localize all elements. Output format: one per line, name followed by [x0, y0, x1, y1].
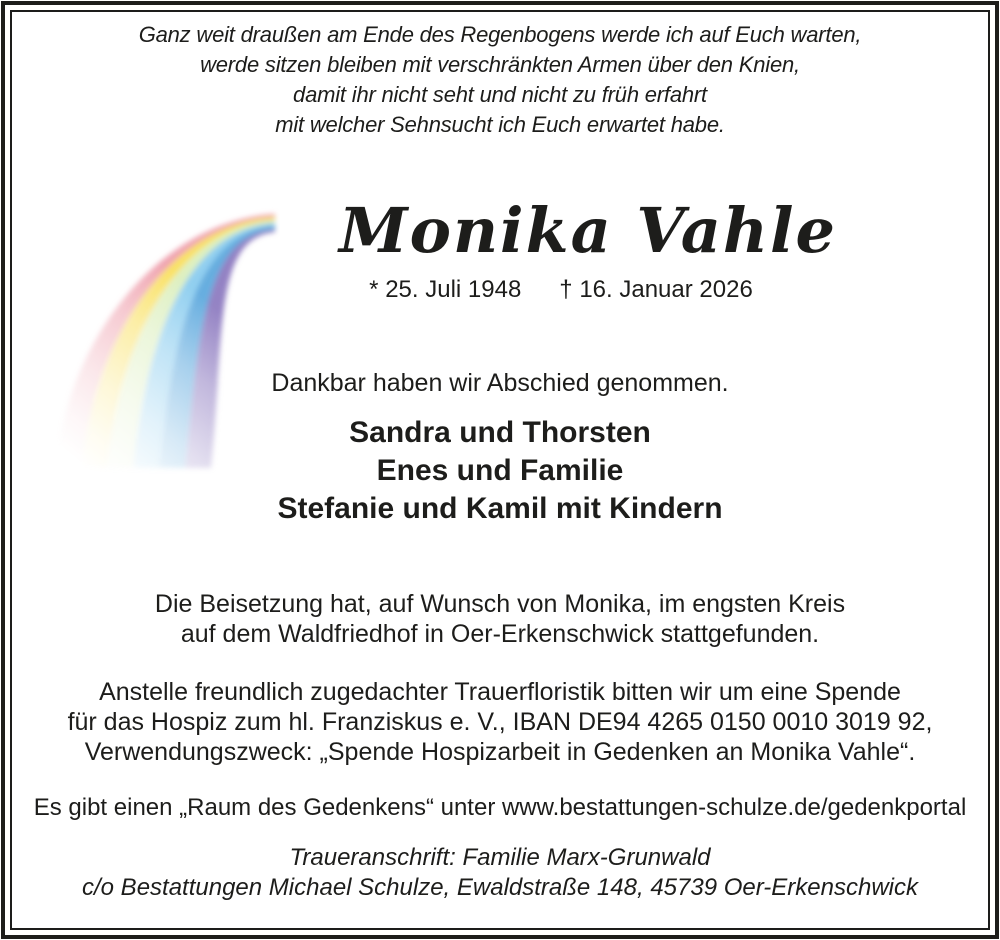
- mourner-line: Enes und Familie: [376, 454, 624, 487]
- farewell-line: Dankbar haben wir Abschied genommen.: [271, 369, 729, 397]
- poem-line: damit ihr nicht seht und nicht zu früh erfahrt: [293, 82, 707, 107]
- poem-line: Ganz weit draußen am Ende des Regenbogens werde ich auf Euch warten,: [138, 22, 862, 47]
- burial-line: auf dem Waldfriedhof in Oer-Erkenschwick stattgefunden.: [180, 620, 820, 648]
- poem: [0, 20, 1000, 140]
- condolence-address: [0, 843, 1000, 903]
- deceased-name: Monika Vahle: [339, 194, 837, 267]
- address-line: Traueranschrift: Familie Marx-Grunwald: [289, 844, 711, 871]
- mourner-line: Stefanie und Kamil mit Kindern: [277, 492, 723, 525]
- donation-line: Verwendungszweck: „Spende Hospizarbeit in Gedenken an Monika Vahle“.: [84, 738, 916, 766]
- burial-notice: [0, 589, 1000, 649]
- donation-request: [0, 677, 1000, 767]
- donation-line: für das Hospiz zum hl. Franziskus e. V., IBAN DE94 4265 0150 0010 3019 92,: [67, 708, 933, 736]
- death-cross-symbol: †: [559, 276, 573, 303]
- poem-line: werde sitzen bleiben mit verschränkten Armen über den Knien,: [200, 52, 800, 77]
- death-date-text: 16. Januar 2026: [579, 276, 753, 303]
- death-date: [559, 276, 753, 303]
- mourner-line: Sandra und Thorsten: [349, 416, 651, 449]
- address-line: c/o Bestattungen Michael Schulze, Ewaldstraße 148, 45739 Oer-Erkenschwick: [82, 874, 918, 901]
- birth-star-symbol: *: [369, 276, 379, 303]
- memorial-portal-line: Es gibt einen „Raum des Gedenkens“ unter www.bestattungen-schulze.de/gedenkportal: [33, 794, 967, 821]
- mourners-list: [0, 414, 1000, 528]
- life-dates: [122, 275, 1000, 305]
- donation-line: Anstelle freundlich zugedachter Trauerfloristik bitten wir um eine Spende: [99, 678, 901, 706]
- birth-date-text: 25. Juli 1948: [385, 276, 522, 303]
- burial-line: Die Beisetzung hat, auf Wunsch von Monika, im engsten Kreis: [154, 590, 846, 618]
- poem-line: mit welcher Sehnsucht ich Euch erwartet habe.: [275, 112, 725, 137]
- birth-date: [369, 276, 521, 303]
